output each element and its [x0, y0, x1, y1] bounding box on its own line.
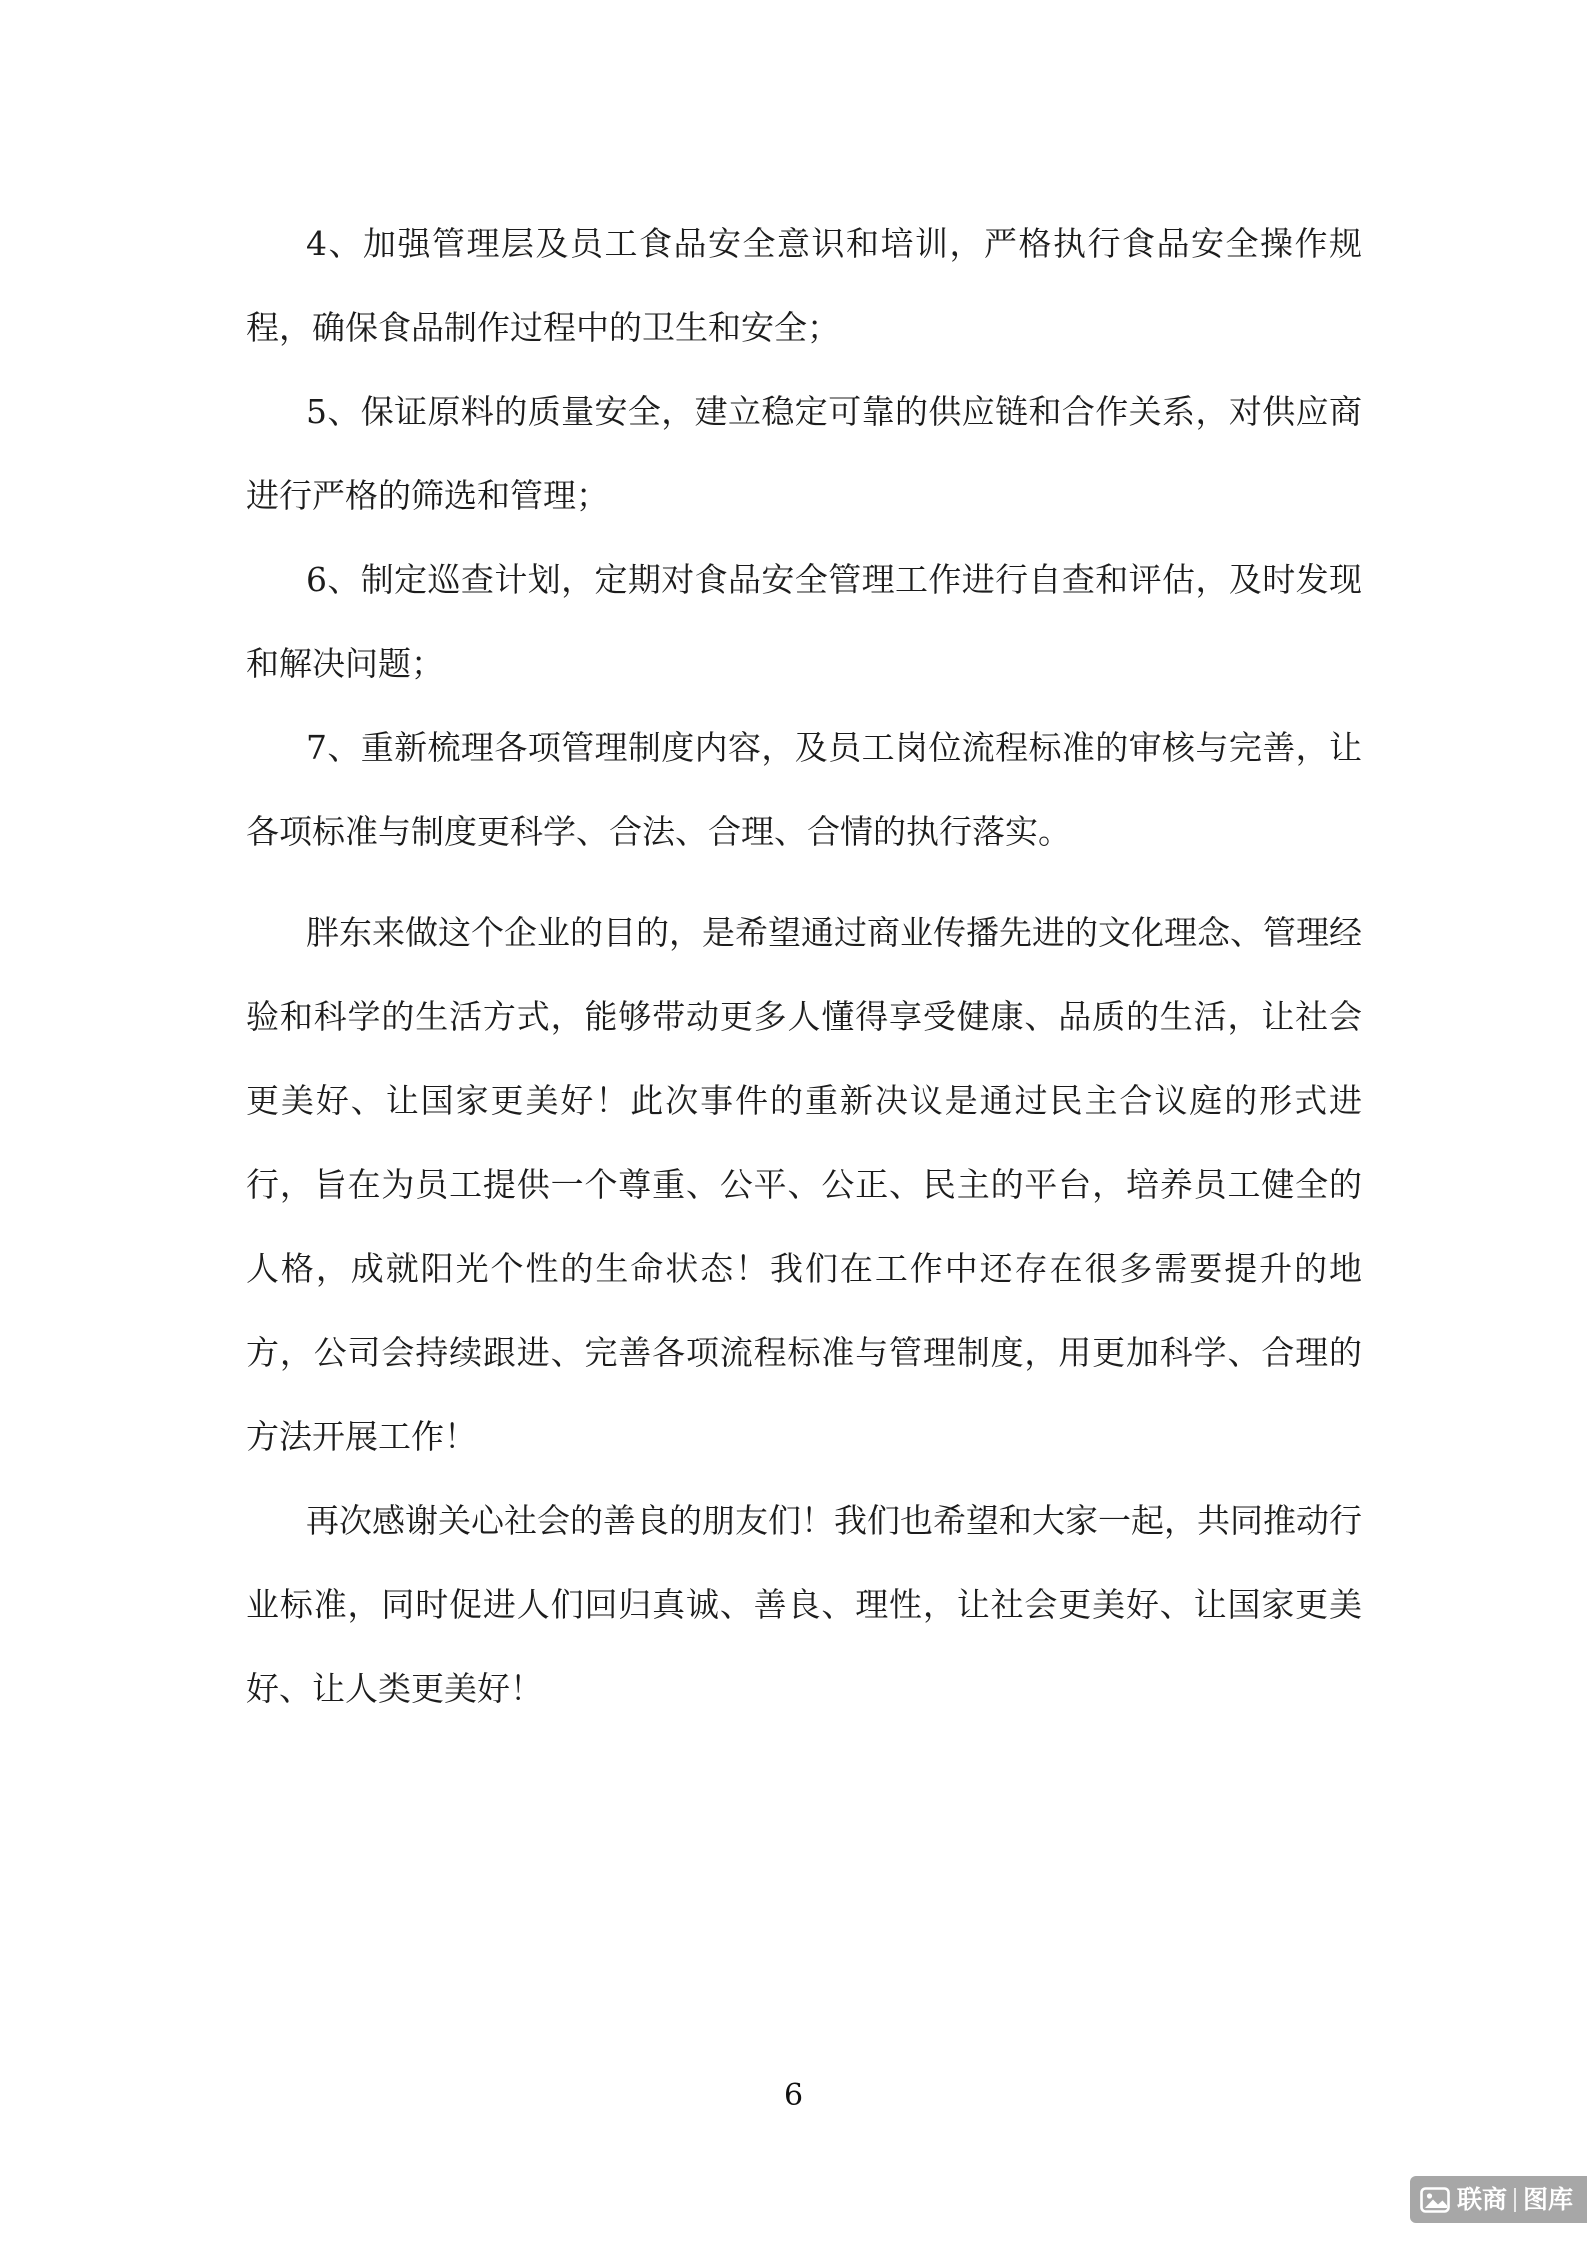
watermark-library-label: 图库	[1522, 2185, 1573, 2214]
page-number: 6	[783, 2078, 804, 2113]
document-body	[246, 202, 1362, 1731]
body-paragraph-thanks: 再次感谢关心社会的善良的朋友们！我们也希望和大家一起，共同推动行业标准，同时促进人们回归真诚、善良、理性，让社会更美好、让国家更美好、让人类更美好！	[246, 1501, 1362, 1708]
list-item-4: 4、加强管理层及员工食品安全意识和培训，严格执行食品安全操作规程，确保食品制作过程中的卫生和安全；	[246, 224, 1362, 347]
list-item-6: 6、制定巡查计划，定期对食品安全管理工作进行自查和评估，及时发现和解决问题；	[246, 560, 1362, 683]
watermark-badge	[1410, 2176, 1587, 2223]
body-paragraph-mission: 胖东来做这个企业的目的，是希望通过商业传播先进的文化理念、管理经验和科学的生活方式，能够带动更多人懂得享受健康、品质的生活，让社会更美好、让国家更美好！此次事件的重新决议是通过民主合议庭的形式进行，旨在为员工提供一个尊重、公平、公正、民主的平台，培养员工健全的人格，成就阳光个性的生命状态！我们在工作中还存在很多需要提升的地方，公司会持续跟进、完善各项流程标准与管理制度，用更加科学、合理的方法开展工作！	[246, 913, 1362, 1456]
image-icon	[1420, 2187, 1450, 2213]
list-item-7: 7、重新梳理各项管理制度内容，及员工岗位流程标准的审核与完善，让各项标准与制度更科学、合法、合理、合情的执行落实。	[246, 728, 1362, 851]
watermark-divider	[1514, 2188, 1516, 2212]
watermark-brand-label: 联商	[1456, 2185, 1507, 2214]
list-item-5: 5、保证原料的质量安全，建立稳定可靠的供应链和合作关系，对供应商进行严格的筛选和管理；	[246, 392, 1362, 515]
